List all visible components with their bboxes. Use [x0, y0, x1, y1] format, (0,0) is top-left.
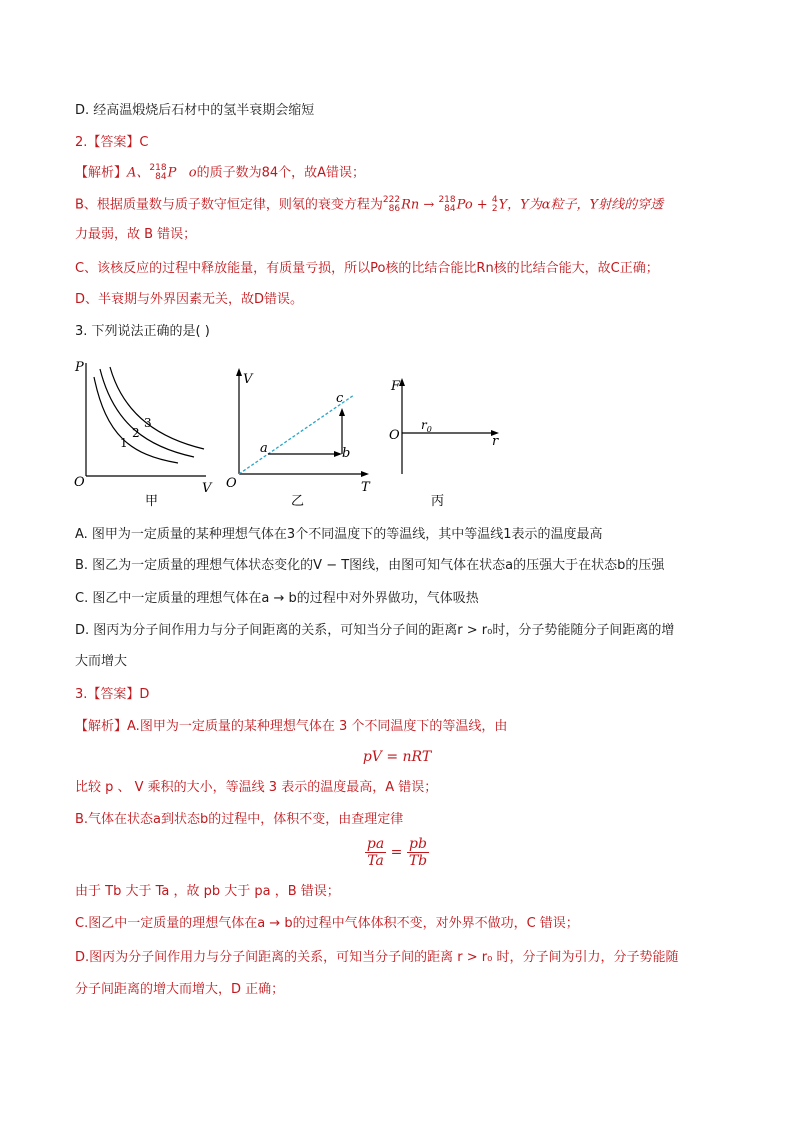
caption-yi: 乙 — [291, 494, 305, 509]
label-o-yi: O — [226, 476, 237, 491]
arrow-right — [361, 471, 369, 477]
label-b: b — [342, 446, 351, 461]
po-isotope-index: 218 84 — [149, 163, 167, 182]
q2-a-text: 的质子数为84个，故A错误； — [196, 165, 366, 181]
q3-option-b: B. 图乙为一定质量的理想气体状态变化的V − T图线，由图可知气体在状态a的压强大于在状态b的压强 — [75, 558, 665, 573]
figures-panel — [70, 355, 530, 515]
caption-jia: 甲 — [145, 494, 159, 509]
q2-analysis-b2: 力最弱，故 B 错误； — [75, 227, 197, 242]
label-a: a — [260, 441, 268, 456]
q3-analysis-a2: 比较 p 、 V 乘积的大小，等温线 3 表示的温度最高，A 错误； — [75, 780, 438, 795]
analysis-tag: 【解析】 — [75, 165, 128, 181]
q3-analysis-c: C.图乙中一定质量的理想气体在a → b的过程中气体体积不变，对外界不做功，C 错误； — [75, 916, 579, 931]
q3-analysis-a1 — [75, 718, 507, 736]
q2-analysis-d: D、半衰期与外界因素无关，故D错误。 — [75, 292, 304, 307]
po-isotope-index-2: 218 84 — [438, 195, 456, 214]
label-curve-3: 3 — [144, 416, 152, 430]
q3-analysis-b1: B.气体在状态a到状态b的过程中，体积不变，由查理定律 — [75, 812, 404, 827]
fraction-b: $\frac{pb}{Tb}$ — [408, 836, 428, 869]
q3-answer: 3.【答案】D — [75, 687, 150, 702]
y-isotope-index: 4 2 — [491, 195, 498, 214]
formula-pv-nrt: pV = nRT — [362, 749, 432, 765]
q3-analysis-d1: D.图丙为分子间作用力与分子间距离的关系，可知当分子间的距离 r > r₀ 时，分子间为引力，分子势能随 — [75, 950, 679, 965]
q2-answer: 2.【答案】C — [75, 135, 149, 150]
label-v-yi: V — [243, 372, 253, 387]
label-o: O — [74, 475, 85, 490]
label-p: P — [75, 360, 84, 375]
q3-question: 3. 下列说法正确的是( ) — [75, 324, 210, 339]
q2-analysis-a — [75, 164, 365, 183]
analysis-tag-3: 【解析】 — [75, 719, 128, 734]
q2-b1-mid: Y，Y为α粒子，Y射线的穿透 — [498, 197, 664, 213]
label-r: r — [492, 434, 499, 449]
decay-equation: Rn → — [401, 197, 439, 213]
figure-jia — [74, 360, 213, 509]
label-t: T — [361, 480, 370, 495]
charles-law-formula: $\frac{pa}{Ta}$ = $\frac{pb}{Tb}$ — [366, 836, 428, 869]
isotherm-2 — [100, 369, 194, 457]
q3-option-c: C. 图乙中一定质量的理想气体在a → b的过程中对外界做功，气体吸热 — [75, 591, 479, 606]
q3-analysis-d2: 分子间距离的增大而增大，D 正确； — [75, 982, 285, 997]
label-curve-2: 2 — [132, 426, 140, 440]
label-curve-1: 1 — [120, 436, 128, 450]
q2-a-prefix: A、 — [127, 165, 150, 181]
figure-bing — [389, 378, 499, 509]
dashed-line — [239, 395, 354, 474]
caption-bing: 丙 — [431, 494, 445, 509]
po-symbol: P o — [167, 165, 197, 181]
q2-analysis-c: C、该核反应的过程中释放能量，有质量亏损，所以Po核的比结合能比Rn核的比结合能大，故C正确； — [75, 261, 659, 276]
label-v: V — [202, 481, 212, 496]
figure-yi — [226, 368, 371, 509]
q3-option-d-line2: 大而增大 — [75, 654, 128, 669]
label-f: F — [391, 379, 401, 394]
q2-analysis-b1 — [75, 196, 663, 215]
q3-ana-a1-text: A.图甲为一定质量的某种理想气体在 3 个不同温度下的等温线，由 — [127, 719, 508, 734]
label-o-bing: O — [389, 428, 400, 443]
q3-analysis-b2: 由于 Tb 大于 Ta ，故 pb 大于 pa ，B 错误； — [75, 884, 340, 899]
fraction-a: $\frac{pa}{Ta}$ — [366, 836, 385, 869]
q3-option-d-line1: D. 图丙为分子间作用力与分子间距离的关系，可知当分子间的距离r > r₀时，分子势能随分子间距离的增 — [75, 623, 675, 638]
arrow-up — [236, 368, 242, 376]
label-r0: $r_0$ — [421, 418, 432, 434]
q2-option-d: D. 经高温煅烧后石材中的氢半衰期会缩短 — [75, 103, 315, 118]
decay-po: Po + — [456, 197, 492, 213]
q2-b1-prefix: B、根据质量数与质子数守恒定律，则氡的衰变方程为 — [75, 197, 383, 213]
label-c: c — [336, 391, 344, 406]
rn-isotope-index: 222 86 — [382, 195, 401, 214]
q3-option-a: A. 图甲为一定质量的某种理想气体在3个不同温度下的等温线，其中等温线1表示的温度最高 — [75, 527, 603, 542]
